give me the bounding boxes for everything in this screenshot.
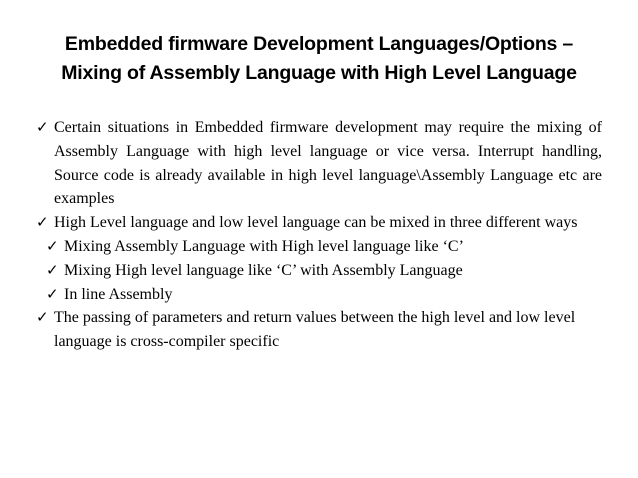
bullet-item [36, 306, 602, 354]
checkmark-icon: ✓ [46, 284, 59, 303]
sub-bullet-text: Mixing High level language like ‘C’ with Assembly Language [64, 261, 463, 279]
sub-bullet-item [36, 283, 602, 307]
bullet-text: High Level language and low level language can be mixed in three different ways [54, 214, 578, 232]
checkmark-icon: ✓ [36, 213, 49, 232]
sub-bullet-text: Mixing Assembly Language with High level language like ‘C’ [64, 237, 464, 255]
sub-bullet-item [36, 259, 602, 283]
bullet-item [36, 211, 602, 235]
sub-bullet-text: In line Assembly [64, 285, 173, 303]
bullet-text: The passing of parameters and return values between the high level and low level language is cross-compiler specific [54, 309, 576, 351]
sub-bullet-item [36, 235, 602, 259]
checkmark-icon: ✓ [36, 308, 49, 327]
title-line-2: Mixing of Assembly Language with High Level Language [61, 62, 577, 84]
title-line-1: Embedded firmware Development Languages/Options – [64, 33, 574, 55]
checkmark-icon: ✓ [46, 236, 59, 255]
bullet-text: Certain situations in Embedded firmware development may require the mixing of Assembly Language with high level language or vice versa. Interrupt handling, Source code is already available in high level language\Assembly Language etc are examples [54, 119, 602, 208]
bullet-list [36, 116, 602, 354]
slide-title [30, 30, 608, 88]
bullet-item [36, 116, 602, 211]
checkmark-icon: ✓ [46, 260, 59, 279]
checkmark-icon: ✓ [36, 118, 49, 136]
